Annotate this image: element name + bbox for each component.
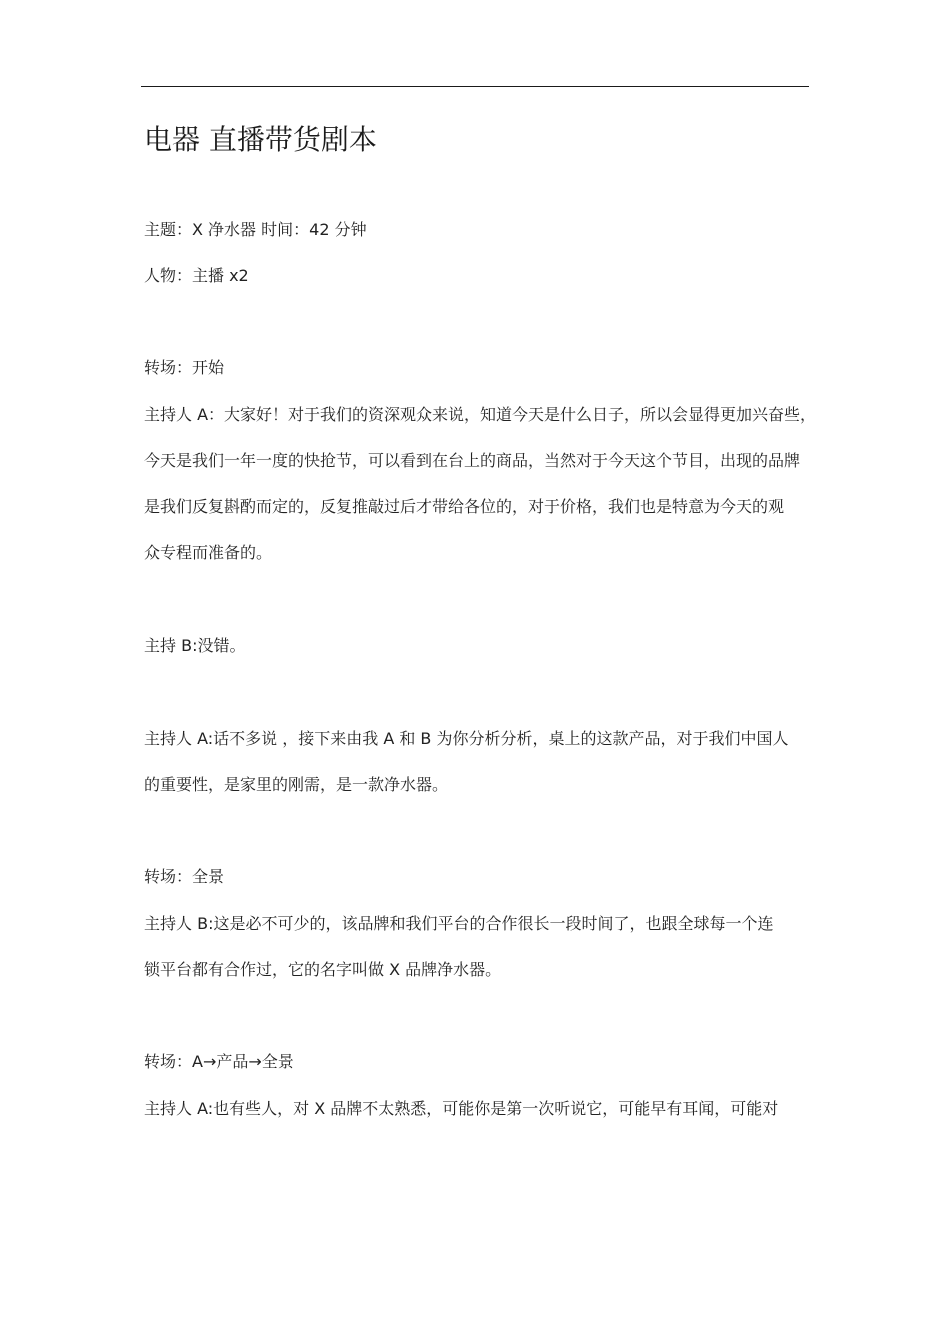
dialogue-line: 众专程而准备的。: [144, 543, 273, 562]
dialogue-line: 锁平台都有合作过，它的名字叫做 X 品牌净水器。: [144, 960, 502, 979]
dialogue-line: 的重要性，是家里的刚需，是一款净水器。: [144, 775, 449, 794]
meta-characters: 人物：主播 x2: [144, 266, 249, 285]
document-title: 电器 直播带货剧本: [144, 123, 377, 156]
dialogue-line: 是我们反复斟酌而定的，反复推敲过后才带给各位的，对于价格，我们也是特意为今天的观: [144, 497, 785, 516]
dialogue-line: 主持人 A:也有些人，对 X 品牌不太熟悉，可能你是第一次听说它，可能早有耳闻，可能对: [144, 1099, 779, 1118]
dialogue-line: 主持人 B:这是必不可少的，该品牌和我们平台的合作很长一段时间了，也跟全球每一个连: [144, 914, 774, 933]
dialogue-line: 主持人 A:话不多说 ，接下来由我 A 和 B 为你分析分析，桌上的这款产品，对于我们中国人: [144, 729, 789, 748]
header-rule: [141, 86, 809, 87]
dialogue-line: 今天是我们一年一度的快抢节，可以看到在台上的商品，当然对于今天这个节目，出现的品牌: [144, 451, 801, 470]
dialogue-line: 主持 B:没错。: [144, 636, 246, 655]
transition-start: 转场：开始: [144, 358, 225, 377]
transition-panorama: 转场：全景: [144, 867, 225, 886]
dialogue-line: 主持人 A：大家好！对于我们的资深观众来说，知道今天是什么日子，所以会显得更加兴奋些，: [144, 405, 817, 424]
meta-topic-time: 主题：X 净水器 时间：42 分钟: [144, 220, 367, 239]
transition-product: 转场：A→产品→全景: [144, 1052, 294, 1071]
